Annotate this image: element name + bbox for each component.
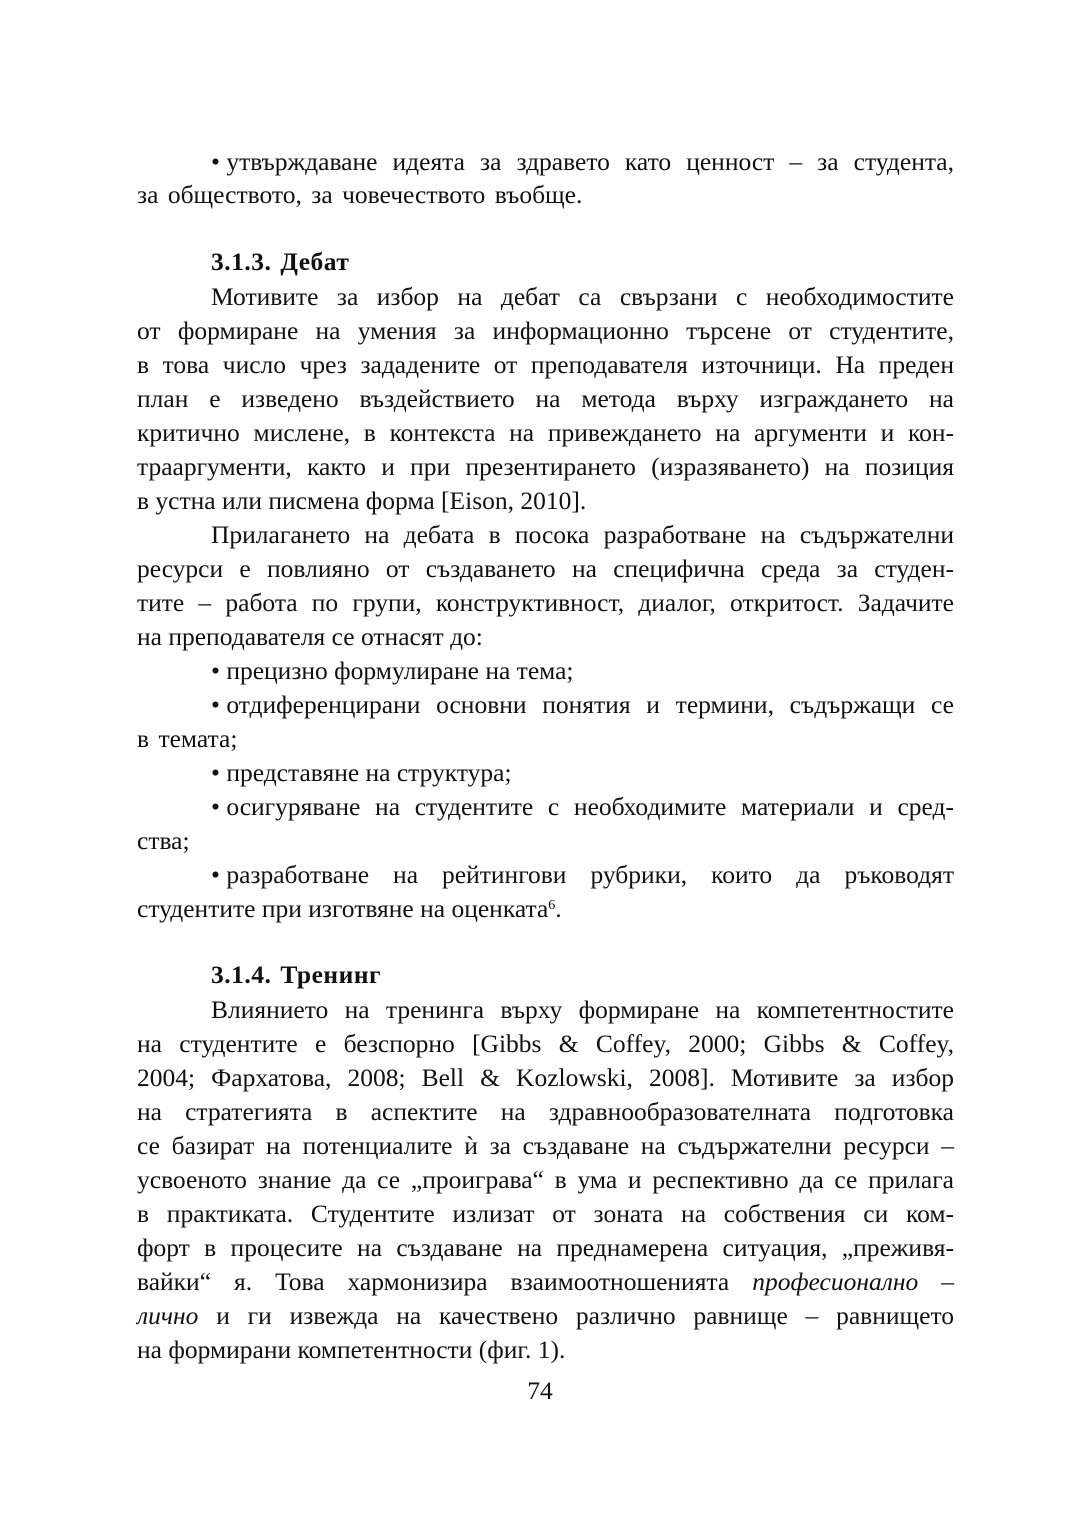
paragraph-line: на преподавателя се отнасят до: [137, 622, 483, 651]
paragraph-line: тите – работа по групи, конструктивност, диалог, откритост. Задачите [137, 588, 954, 617]
paragraph-line: на стратегията в аспектите на здравнообразователната подготовка [137, 1097, 954, 1126]
section-title: Дебат [280, 247, 350, 276]
paragraph-line: в практиката. Студентите излизат от зоната на собствения си ком- [137, 1199, 954, 1228]
bullet-icon: • [211, 690, 220, 719]
list-item: • разработване на рейтингови рубрики, които да ръководят [211, 860, 954, 889]
list-item-continuation: студентите при изготвяне на оценката$^6$. [137, 894, 562, 923]
paragraph-line: трааргументи, както и при презентирането (изразяването) на позиция [137, 452, 954, 481]
emphasis-text: лично [137, 1301, 199, 1330]
paragraph-line: 2004; Фархатова, 2008; Bell & Kozlowski, 2008]. Мотивите за избор [137, 1063, 954, 1092]
bullet-icon: • [211, 860, 220, 889]
paragraph-line: в устна или писмена форма [Eison, 2010]. [137, 486, 587, 515]
list-item-continuation: в темата; [137, 724, 238, 753]
section-number: 3.1.3. [211, 247, 272, 276]
paragraph-line: Влиянието на тренинга върху формиране на компетентностите [211, 995, 954, 1024]
bullet-icon: • [211, 147, 220, 176]
footnote-reference[interactable]: 6 [548, 897, 556, 913]
paragraph-line: усвоеното знание да се „проиграва“ в ума и респективно да се прилага [137, 1165, 954, 1194]
section-heading-debate [211, 245, 954, 279]
paragraph-line: Прилагането на дебата в посока разработване на съдържателни [211, 520, 954, 549]
bullet-icon: • [211, 656, 220, 685]
list-item: • отдиференцирани основни понятия и термини, съдържащи се [211, 690, 954, 719]
paragraph-line: се базират на потенциалите ѝ за създаване на съдържателни ресурси – [137, 1131, 954, 1160]
section-heading-training [211, 958, 954, 992]
paragraph-line: ресурси е повлияно от създаването на специфична среда за студен- [137, 554, 954, 583]
paragraph-line: на студентите е безспорно [Gibbs & Coffey, 2000; Gibbs & Coffey, [137, 1029, 954, 1058]
paragraph-line: план е изведено въздействието на метода върху изграждането на [137, 384, 954, 413]
emphasis-text: професионално – [752, 1267, 955, 1296]
paragraph-line: форт в процесите на създаване на преднамерена ситуация, „преживя- [137, 1233, 954, 1262]
paragraph-line: Мотивите за избор на дебат са свързани с необходимостите [211, 282, 954, 311]
paragraph-line: в това число чрез зададените от преподавателя източници. На преден [137, 350, 954, 379]
bullet-icon: • [211, 792, 220, 821]
list-item: • прецизно формулиране на тема; [211, 656, 574, 685]
list-item: • осигуряване на студентите с необходимите материали и сред- [211, 792, 954, 821]
paragraph-line: лично и ги извежда на качествено различно равнище – равнището [137, 1301, 955, 1330]
section-title: Тренинг [280, 960, 382, 989]
list-item: • представяне на структура; [211, 758, 512, 787]
health-bullet-line-2: за обществото, за човечеството въобще. [137, 180, 583, 209]
list-item-continuation: ства; [137, 826, 190, 855]
health-bullet-line-1: • утвърждаване идеята за здравето като ценност – за студента, [211, 147, 954, 176]
bullet-icon: • [211, 758, 220, 787]
page-number: 74 [527, 1376, 553, 1405]
paragraph-line: от формиране на умения за информационно търсене от студентите, [137, 316, 954, 345]
paragraph-line: критично мислене, в контекста на привеждането на аргументи и кон- [137, 418, 954, 447]
section-number: 3.1.4. [211, 960, 272, 989]
paragraph-line: на формирани компетентности (фиг. 1). [137, 1335, 566, 1364]
paragraph-line: вайки“ я. Това хармонизира взаимоотношенията професионално – [137, 1267, 955, 1296]
